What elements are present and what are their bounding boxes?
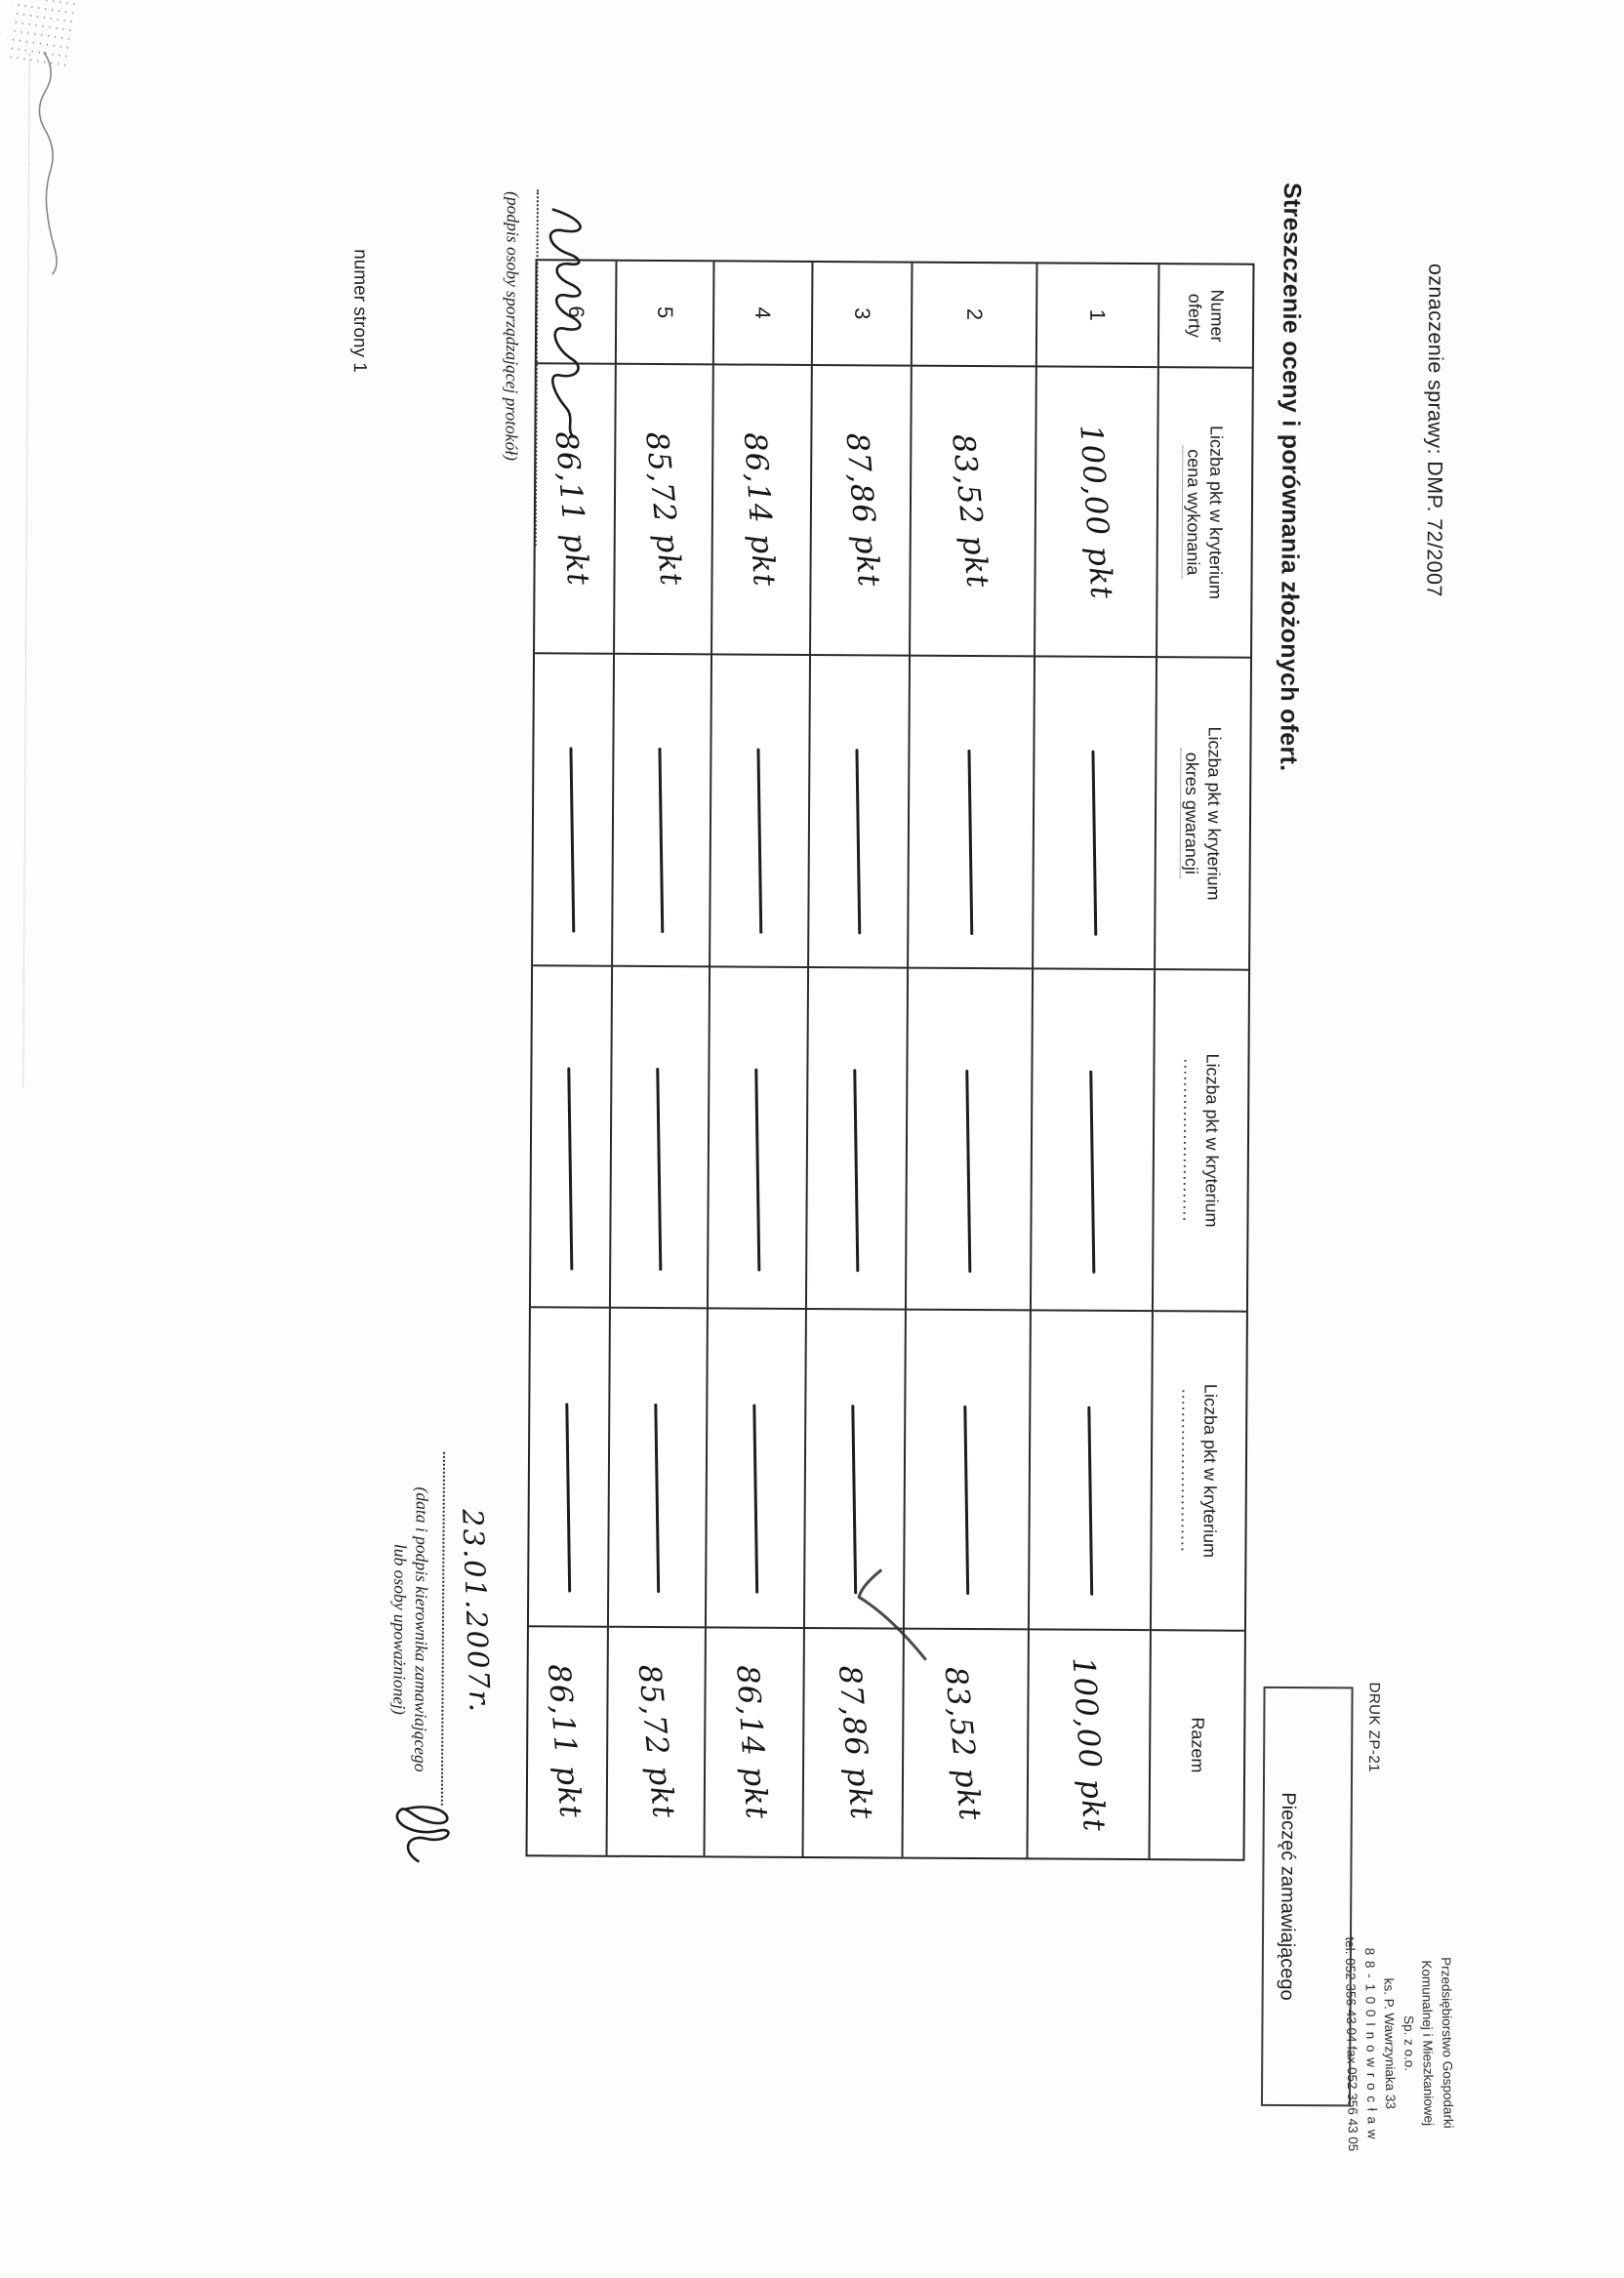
col-header-kryterium-5 [1150, 1312, 1246, 1632]
handwritten-cena-score: 86,11 pkt [548, 429, 596, 588]
empty-score-cell [609, 967, 709, 1310]
dash-mark [754, 1069, 760, 1272]
header-line: Liczba pkt w kryterium [1199, 1383, 1221, 1559]
row-number: 3 [811, 263, 912, 367]
handwritten-razem-score: 83,52 pkt [937, 1665, 988, 1823]
dash-mark [659, 748, 665, 933]
empty-score-cell [1032, 657, 1156, 970]
row-number: 2 [911, 264, 1036, 368]
header-line: Numer [1207, 289, 1228, 343]
company-stamp [1339, 1813, 1460, 2274]
col-header-razem [1149, 1631, 1244, 1859]
dash-mark [568, 1068, 574, 1271]
col-header-kryterium-4 [1152, 970, 1248, 1313]
row-number: 5 [615, 262, 713, 366]
criterion-blank: ............................ [1179, 1058, 1201, 1223]
cena-score-cell [710, 365, 811, 656]
header-line: Liczba pkt w kryterium [1201, 1053, 1224, 1228]
empty-score-cell [611, 655, 710, 968]
row-number: 1 [1035, 264, 1158, 368]
handwritten-date: 23.01.2007r. [456, 1508, 497, 1715]
handwritten-razem-score: 86,14 pkt [729, 1663, 775, 1821]
preparer-signature [533, 201, 603, 445]
row-number: 6 [537, 261, 616, 364]
empty-score-cell [529, 1308, 609, 1627]
dash-mark [966, 1070, 972, 1273]
col-header-numer-oferty [1157, 264, 1253, 369]
handwritten-razem-score: 85,72 pkt [630, 1662, 681, 1821]
row-number: 4 [712, 262, 812, 366]
empty-score-cell [905, 969, 1032, 1312]
dash-mark [968, 750, 974, 935]
razem-score-cell [1027, 1630, 1150, 1858]
company-stamp-line-5: 8 8 - 1 0 0 I n o w r o c ł a w [1361, 1947, 1380, 2140]
dash-mark [1089, 1071, 1095, 1274]
razem-score-cell [606, 1628, 705, 1856]
dash-mark [854, 1070, 860, 1273]
dash-mark [1091, 751, 1097, 936]
company-stamp-line-2: Komunalnej i Mieszkaniowej [1419, 1960, 1438, 2127]
handwritten-razem-score: 100,00 pkt [1066, 1655, 1113, 1833]
dash-mark [655, 1403, 661, 1593]
dash-mark [856, 749, 862, 934]
manager-initials-signature [382, 1779, 476, 1870]
criterion-blank: ............................ [1177, 1388, 1198, 1553]
empty-score-cell [709, 655, 809, 968]
scan-noise-dotted-edge [22, 54, 29, 1088]
razem-score-cell [704, 1628, 803, 1856]
stamp-box [1261, 1687, 1354, 2107]
form-code: DRUK ZP-21 [1365, 1682, 1383, 1773]
dash-mark [1087, 1406, 1093, 1596]
header-line: Liczba pkt w kryterium [1204, 726, 1226, 901]
page-number-label: numer strony 1 [348, 249, 371, 373]
manager-signature-label-line-2: lub osoby upoważnionej) [389, 1543, 411, 1715]
handwritten-cena-score: 87,86 pkt [838, 431, 887, 590]
handwritten-cena-score: 83,52 pkt [945, 432, 995, 590]
handwritten-cena-score: 86,14 pkt [737, 430, 783, 589]
col-header-cena-wykonania [1156, 368, 1252, 659]
document-title: Streszczenie oceny i porównania złożonych ofert. [1275, 182, 1306, 772]
company-stamp-line-6: tel. 052 356 43 04 fax 052 356 43 05 [1343, 1936, 1361, 2152]
empty-score-cell [533, 654, 613, 966]
stamp-box-label: Pieczęć zamawiającego [1276, 1792, 1299, 2001]
case-reference: oznaczenie sprawy: DMP. 72/2007 [1422, 263, 1448, 597]
header-line: oferty [1185, 293, 1205, 338]
cena-score-cell [1034, 367, 1157, 658]
manager-signature-label-line-1: (data i podpis kierownika zamawiającego [411, 1486, 432, 1772]
empty-score-cell [705, 1309, 805, 1629]
criterion-name: okres gwarancji [1180, 749, 1202, 878]
company-stamp-line-1: Przedsiębiorstwo Gospodarki [1439, 1957, 1456, 2129]
razem-score-cell [528, 1627, 607, 1854]
date-dotted-line [441, 1452, 445, 1806]
empty-score-cell [707, 967, 807, 1310]
company-stamp-line-4: ks. P. Wawrzyniaka 33 [1381, 1977, 1399, 2110]
check-mark [846, 1566, 933, 1668]
criterion-name: cena wykonania [1182, 445, 1204, 579]
dash-mark [657, 1068, 663, 1271]
dash-mark [752, 1403, 758, 1593]
col-header-okres-gwarancji [1154, 658, 1250, 971]
empty-score-cell [805, 968, 907, 1311]
empty-score-cell [531, 966, 611, 1308]
empty-score-cell [807, 656, 909, 969]
empty-score-cell [607, 1309, 707, 1629]
handwritten-razem-score: 87,86 pkt [831, 1664, 879, 1822]
header-line: Liczba pkt w kryterium [1205, 425, 1227, 600]
empty-score-cell [1030, 969, 1154, 1312]
dash-mark [964, 1405, 970, 1595]
scan-noise-squiggle [30, 52, 62, 276]
dash-mark [756, 748, 762, 933]
empty-score-cell [1028, 1311, 1152, 1631]
empty-score-cell [907, 657, 1034, 970]
preparer-signature-label: (podpis osoby sporządzającej protokół) [502, 191, 523, 462]
dash-mark [570, 747, 576, 932]
cena-score-cell [809, 366, 911, 657]
cena-score-cell [613, 365, 712, 656]
handwritten-razem-score: 86,11 pkt [540, 1662, 589, 1820]
dash-mark [566, 1403, 572, 1592]
handwritten-cena-score: 85,72 pkt [638, 429, 689, 589]
header-line: Razem [1188, 1717, 1208, 1773]
handwritten-cena-score: 100,00 pkt [1073, 423, 1120, 600]
cena-score-cell [909, 367, 1035, 658]
company-stamp-line-3: Sp. z o.o. [1401, 2014, 1417, 2072]
